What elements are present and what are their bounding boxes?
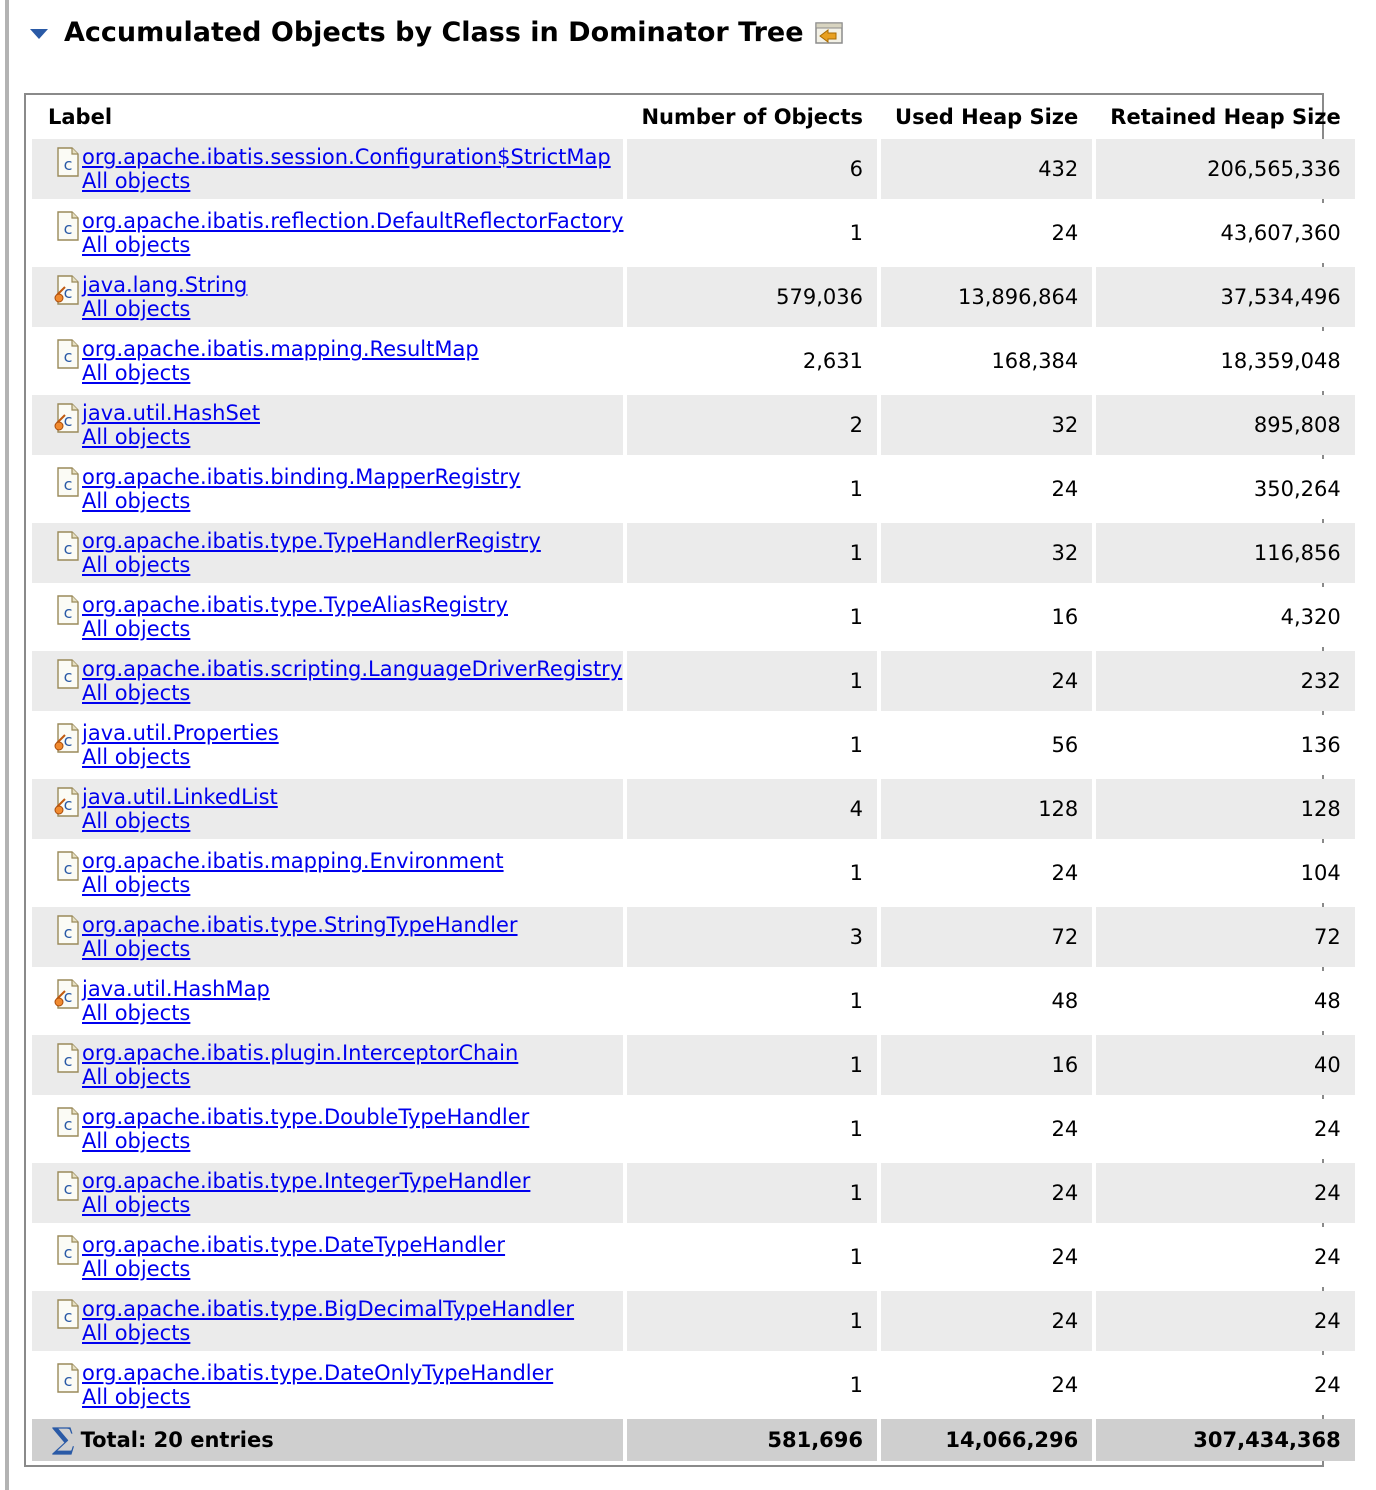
class-icon <box>54 1171 80 1201</box>
label-cell <box>32 203 623 263</box>
used-heap-cell: 24 <box>881 203 1092 263</box>
object-count-cell: 1 <box>627 1163 877 1223</box>
class-name-link[interactable]: org.apache.ibatis.type.TypeAliasRegistry <box>82 593 508 617</box>
object-count-cell: 3 <box>627 907 877 967</box>
class-icon <box>54 403 80 433</box>
label-cell <box>32 1035 623 1095</box>
table-row <box>32 971 1355 1031</box>
object-count-cell: 1 <box>627 715 877 775</box>
retained-heap-cell: 24 <box>1096 1227 1354 1287</box>
object-count-cell: 1 <box>627 971 877 1031</box>
all-objects-link[interactable]: All objects <box>82 1385 191 1409</box>
class-icon <box>54 1043 80 1073</box>
used-heap-cell: 24 <box>881 1163 1092 1223</box>
class-name-link[interactable]: org.apache.ibatis.binding.MapperRegistry <box>82 465 521 489</box>
column-header-label[interactable]: Label <box>48 105 113 129</box>
table-row <box>32 395 1355 455</box>
object-count-cell: 2 <box>627 395 877 455</box>
used-heap-cell: 72 <box>881 907 1092 967</box>
svg-text:c: c <box>63 1243 73 1262</box>
object-count-cell: 1 <box>627 1227 877 1287</box>
total-used-heap: 14,066,296 <box>881 1419 1092 1461</box>
object-count-cell: 1 <box>627 587 877 647</box>
label-cell <box>32 971 623 1031</box>
used-heap-cell: 13,896,864 <box>881 267 1092 327</box>
label-cell <box>32 843 623 903</box>
used-heap-cell: 24 <box>881 843 1092 903</box>
all-objects-link[interactable]: All objects <box>82 169 191 193</box>
label-cell <box>32 139 623 199</box>
label-cell <box>32 651 623 711</box>
class-name-link[interactable]: org.apache.ibatis.type.BigDecimalTypeHandler <box>82 1297 575 1321</box>
table-row <box>32 1099 1355 1159</box>
svg-text:c: c <box>63 219 73 238</box>
table-row <box>32 331 1355 391</box>
table-body <box>32 139 1355 1415</box>
all-objects-link[interactable]: All objects <box>82 489 191 513</box>
table-row <box>32 267 1355 327</box>
object-count-cell: 2,631 <box>627 331 877 391</box>
class-name-link[interactable]: java.util.HashSet <box>82 401 260 425</box>
table-row <box>32 139 1355 199</box>
object-count-cell: 1 <box>627 843 877 903</box>
svg-text:c: c <box>63 667 73 686</box>
table-row <box>32 651 1355 711</box>
table-row <box>32 523 1355 583</box>
class-name-link[interactable]: org.apache.ibatis.type.DoubleTypeHandler <box>82 1105 530 1129</box>
all-objects-link[interactable]: All objects <box>82 1001 191 1025</box>
retained-heap-cell: 136 <box>1096 715 1354 775</box>
class-name-link[interactable]: org.apache.ibatis.type.StringTypeHandler <box>82 913 518 937</box>
svg-text:c: c <box>63 539 73 558</box>
used-heap-cell: 16 <box>881 587 1092 647</box>
export-icon[interactable] <box>814 18 846 46</box>
object-count-cell: 1 <box>627 651 877 711</box>
svg-text:c: c <box>63 1307 73 1326</box>
class-icon <box>54 275 80 305</box>
svg-text:c: c <box>63 1371 73 1390</box>
object-count-cell: 1 <box>627 1035 877 1095</box>
svg-text:c: c <box>63 987 73 1006</box>
sigma-icon: ∑ <box>52 1422 75 1457</box>
class-icon <box>54 467 80 497</box>
used-heap-cell: 24 <box>881 651 1092 711</box>
svg-text:c: c <box>63 795 73 814</box>
table-header-row <box>32 99 1355 135</box>
object-count-cell: 1 <box>627 1291 877 1351</box>
object-count-cell: 579,036 <box>627 267 877 327</box>
all-objects-link[interactable]: All objects <box>82 1193 191 1217</box>
used-heap-cell: 32 <box>881 395 1092 455</box>
column-header-retained-heap[interactable]: Retained Heap Size <box>1110 105 1341 129</box>
svg-text:c: c <box>63 731 73 750</box>
class-icon <box>54 211 80 241</box>
class-icon <box>54 979 80 1009</box>
all-objects-link[interactable]: All objects <box>82 297 191 321</box>
section-title: Accumulated Objects by Class in Dominator Tree <box>64 16 804 48</box>
retained-heap-cell: 72 <box>1096 907 1354 967</box>
table-row <box>32 459 1355 519</box>
used-heap-cell: 168,384 <box>881 331 1092 391</box>
svg-text:c: c <box>63 859 73 878</box>
table-row <box>32 779 1355 839</box>
class-icon <box>54 1107 80 1137</box>
class-name-link[interactable]: org.apache.ibatis.type.TypeHandlerRegistry <box>82 529 541 553</box>
class-name-link[interactable]: org.apache.ibatis.mapping.Environment <box>82 849 504 873</box>
table-row <box>32 587 1355 647</box>
class-table-frame <box>24 93 1341 1467</box>
class-icon <box>54 339 80 369</box>
all-objects-link[interactable]: All objects <box>82 1257 191 1281</box>
table-row <box>32 843 1355 903</box>
class-icon <box>54 915 80 945</box>
all-objects-link[interactable]: All objects <box>82 681 191 705</box>
class-icon <box>54 659 80 689</box>
table-row <box>32 1163 1355 1223</box>
expand-triangle-icon[interactable] <box>30 29 48 39</box>
class-name-link[interactable]: org.apache.ibatis.type.IntegerTypeHandler <box>82 1169 531 1193</box>
class-name-link[interactable]: java.util.HashMap <box>82 977 270 1001</box>
label-cell <box>32 907 623 967</box>
class-name-link[interactable]: org.apache.ibatis.mapping.ResultMap <box>82 337 479 361</box>
label-cell <box>32 267 623 327</box>
label-cell <box>32 1355 623 1415</box>
svg-text:c: c <box>63 411 73 430</box>
class-icon <box>54 723 80 753</box>
section-header <box>30 10 846 54</box>
retained-heap-cell: 48 <box>1096 971 1354 1031</box>
table-row <box>32 907 1355 967</box>
total-count: 581,696 <box>627 1419 877 1461</box>
all-objects-link[interactable]: All objects <box>82 361 191 385</box>
label-cell <box>32 459 623 519</box>
class-name-link[interactable]: org.apache.ibatis.plugin.InterceptorChain <box>82 1041 519 1065</box>
used-heap-cell: 24 <box>881 459 1092 519</box>
label-cell <box>32 1163 623 1223</box>
class-name-link[interactable]: org.apache.ibatis.session.Configuration$StrictMap <box>82 145 611 169</box>
svg-text:c: c <box>63 1179 73 1198</box>
table-row <box>32 1291 1355 1351</box>
retained-heap-cell: 37,534,496 <box>1096 267 1354 327</box>
retained-heap-cell: 18,359,048 <box>1096 331 1354 391</box>
class-icon <box>54 147 80 177</box>
svg-text:c: c <box>63 283 73 302</box>
retained-heap-cell: 895,808 <box>1096 395 1354 455</box>
used-heap-cell: 56 <box>881 715 1092 775</box>
total-retained-heap: 307,434,368 <box>1096 1419 1354 1461</box>
used-heap-cell: 24 <box>881 1291 1092 1351</box>
all-objects-link[interactable]: All objects <box>82 745 191 769</box>
object-count-cell: 1 <box>627 203 877 263</box>
label-cell <box>32 523 623 583</box>
used-heap-cell: 24 <box>881 1227 1092 1287</box>
object-count-cell: 1 <box>627 459 877 519</box>
retained-heap-cell: 24 <box>1096 1291 1354 1351</box>
label-cell <box>32 1227 623 1287</box>
label-cell <box>32 587 623 647</box>
all-objects-link[interactable]: All objects <box>82 553 191 577</box>
object-count-cell: 1 <box>627 523 877 583</box>
class-icon <box>54 1235 80 1265</box>
class-icon <box>54 787 80 817</box>
retained-heap-cell: 4,320 <box>1096 587 1354 647</box>
class-icon <box>54 595 80 625</box>
class-icon <box>54 1299 80 1329</box>
retained-heap-cell: 24 <box>1096 1099 1354 1159</box>
object-count-cell: 1 <box>627 1355 877 1415</box>
table-row <box>32 1227 1355 1287</box>
used-heap-cell: 16 <box>881 1035 1092 1095</box>
retained-heap-cell: 350,264 <box>1096 459 1354 519</box>
all-objects-link[interactable]: All objects <box>82 233 191 257</box>
table-row <box>32 1355 1355 1415</box>
class-name-link[interactable]: java.lang.String <box>82 273 248 297</box>
label-cell <box>32 715 623 775</box>
svg-text:c: c <box>63 1051 73 1070</box>
total-label: Total: 20 entries <box>80 1428 274 1452</box>
retained-heap-cell: 40 <box>1096 1035 1354 1095</box>
used-heap-cell: 24 <box>881 1099 1092 1159</box>
retained-heap-cell: 104 <box>1096 843 1354 903</box>
class-name-link[interactable]: org.apache.ibatis.scripting.LanguageDriverRegistry <box>82 657 623 681</box>
svg-text:c: c <box>63 603 73 622</box>
all-objects-link[interactable]: All objects <box>82 425 191 449</box>
all-objects-link[interactable]: All objects <box>82 1065 191 1089</box>
class-name-link[interactable]: java.util.Properties <box>82 721 279 745</box>
svg-text:c: c <box>63 923 73 942</box>
class-icon <box>54 851 80 881</box>
all-objects-link[interactable]: All objects <box>82 809 191 833</box>
used-heap-cell: 32 <box>881 523 1092 583</box>
table-row <box>32 715 1355 775</box>
label-cell <box>32 1099 623 1159</box>
class-name-link[interactable]: org.apache.ibatis.reflection.DefaultReflectorFactory <box>82 209 624 233</box>
svg-text:c: c <box>63 155 73 174</box>
total-row <box>32 1419 1355 1461</box>
label-cell <box>32 1291 623 1351</box>
svg-text:c: c <box>63 347 73 366</box>
class-icon <box>54 531 80 561</box>
label-cell <box>32 395 623 455</box>
svg-text:c: c <box>63 1115 73 1134</box>
all-objects-link[interactable]: All objects <box>82 1321 191 1345</box>
retained-heap-cell: 128 <box>1096 779 1354 839</box>
class-table <box>28 95 1359 1465</box>
table-row <box>32 203 1355 263</box>
object-count-cell: 6 <box>627 139 877 199</box>
all-objects-link[interactable]: All objects <box>82 617 191 641</box>
used-heap-cell: 432 <box>881 139 1092 199</box>
used-heap-cell: 48 <box>881 971 1092 1031</box>
column-header-used-heap[interactable]: Used Heap Size <box>895 105 1079 129</box>
total-label-cell <box>32 1419 623 1461</box>
class-name-link[interactable]: org.apache.ibatis.type.DateTypeHandler <box>82 1233 506 1257</box>
table-row <box>32 1035 1355 1095</box>
used-heap-cell: 128 <box>881 779 1092 839</box>
svg-text:c: c <box>63 475 73 494</box>
all-objects-link[interactable]: All objects <box>82 873 191 897</box>
retained-heap-cell: 24 <box>1096 1355 1354 1415</box>
left-border-rule <box>5 0 9 1490</box>
used-heap-cell: 24 <box>881 1355 1092 1415</box>
class-icon <box>54 1363 80 1393</box>
class-name-link[interactable]: org.apache.ibatis.type.DateOnlyTypeHandler <box>82 1361 554 1385</box>
retained-heap-cell: 43,607,360 <box>1096 203 1354 263</box>
object-count-cell: 1 <box>627 1099 877 1159</box>
label-cell <box>32 331 623 391</box>
object-count-cell: 4 <box>627 779 877 839</box>
retained-heap-cell: 24 <box>1096 1163 1354 1223</box>
label-cell <box>32 779 623 839</box>
all-objects-link[interactable]: All objects <box>82 1129 191 1153</box>
retained-heap-cell: 116,856 <box>1096 523 1354 583</box>
retained-heap-cell: 206,565,336 <box>1096 139 1354 199</box>
column-header-count[interactable]: Number of Objects <box>641 105 864 129</box>
retained-heap-cell: 232 <box>1096 651 1354 711</box>
all-objects-link[interactable]: All objects <box>82 937 191 961</box>
class-name-link[interactable]: java.util.LinkedList <box>82 785 278 809</box>
